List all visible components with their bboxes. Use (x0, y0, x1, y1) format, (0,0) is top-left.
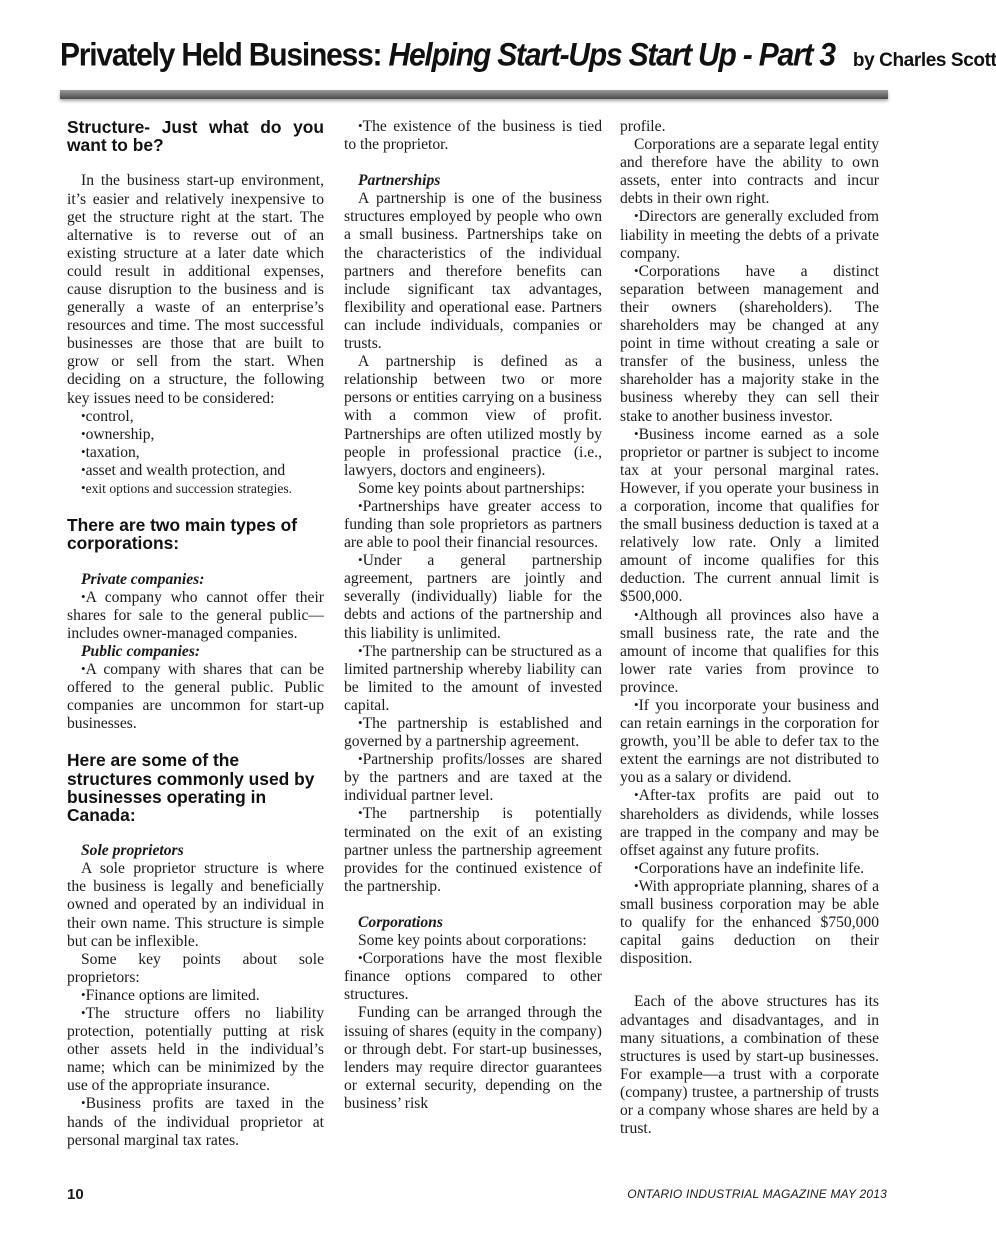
column-1 (67, 118, 324, 1150)
article-title: Privately Held Business: Helping Start-Ups Start Up - Part 3 (60, 37, 835, 73)
bullet-item: •Corporations have an indefinite life. (634, 859, 865, 877)
paragraph: Each of the above structures has its advantages and disadvantages, and in many situations, a combination of these structures is used by start-up businesses. For example—a trust with a corporate (company) trustee, a partnership of trusts or a company whose shares are held by a trust. (620, 993, 879, 1138)
paragraph: Corporations are a separate legal entity and therefore have the ability to own assets, enter into contracts and incur debts in their own right. (620, 136, 879, 208)
page-number: 10 (67, 1186, 84, 1203)
bullet-item: •With appropriate planning, shares of a small business corporation may be able to qualify for the enhanced $750,000 capital gains deduction on their disposition. (620, 877, 879, 968)
bullet-item: •The partnership can be structured as a limited partnership whereby liability can be limited to the amount of invested capital. (344, 642, 602, 714)
bullet-item: •Under a general partnership agreement, partners are jointly and severally (individually) liable for the debts and actions of the partnership and this liability is unlimited. (344, 552, 602, 642)
header-rule (60, 90, 888, 99)
bullet-item: •Partnerships have greater access to funding than sole proprietors as partners are able to pool their financial resources. (344, 497, 602, 552)
bullet-item: •Corporations have the most flexible finance options compared to other structures. (344, 950, 602, 1004)
list-item: •ownership, (81, 425, 155, 443)
paragraph: A sole proprietor structure is where the business is legally and beneficially owned and operated by an individual in their own name. This structure is simple but can be inflexible. (67, 860, 324, 950)
bullet-item: •Business profits are taxed in the hands of the individual proprietor at personal marginal tax rates. (67, 1095, 324, 1149)
bullet-item: •A company who cannot offer their shares for sale to the general public—includes owner-managed companies. (67, 588, 324, 642)
bullet-item: •Although all provinces also have a small business rate, the rate and the amount of income that qualifies for this lower rate varies from province to province. (620, 606, 879, 696)
bullet-item: •Business income earned as a sole proprietor or partner is subject to income tax at your personal marginal rates. However, if you operate your business in a corporation, income that qualifies for the small business deduction is taxed at a relatively low rate. Only a limited amount of income qualifies for this deduction. The current annual limit is $500,000. (620, 425, 879, 606)
column-2 (344, 118, 602, 1113)
paragraph: Some key points about partnerships: (358, 479, 585, 497)
subheading-sole-proprietors: Sole proprietors (81, 842, 184, 860)
bullet-item: •The existence of the business is tied to the proprietor. (344, 118, 602, 154)
paragraph: Funding can be arranged through the issuing of shares (equity in the company) or through debt. For start-up businesses, lenders may require director guarantees or external security, depending on the business’ risk (344, 1004, 602, 1112)
magazine-issue: ONTARIO INDUSTRIAL MAGAZINE MAY 2013 (627, 1187, 887, 1201)
subheading-partnerships: Partnerships (358, 172, 441, 190)
heading-corporation-types: There are two main types of corporations: (67, 515, 298, 554)
list-item: •taxation, (81, 443, 140, 461)
list-item: •control, (81, 407, 134, 425)
bullet-item: •Corporations have a distinct separation between management and their owners (shareholders). The shareholders may be changed at any point in time without creating a sale or transfer of the business, unless the shareholder has a majority stake in the business whereby they can sell their stake to another business investor. (620, 262, 879, 425)
bullet-item: •A company with shares that can be offered to the general public. Public companies are uncommon for start-up businesses. (67, 660, 324, 733)
bullet-item: •The partnership is established and governed by a partnership agreement. (344, 715, 602, 751)
bullet-item: •The structure offers no liability protection, potentially putting at risk other assets held in the individual’s name; which can be minimized by the use of the appropriate insurance. (67, 1005, 324, 1095)
paragraph: A partnership is one of the business structures employed by people who own a small business. Partnerships take on the characteristics of the individual partners and therefore benefits can include significant tax advantages, flexibility and operational ease. Partners can include individuals, companies or trusts. (344, 190, 602, 353)
bullet-item: •The partnership is potentially terminated on the exit of an existing partner unless the partnership agreement provides for the continued existence of the partnership. (344, 805, 602, 895)
list-item: •exit options and succession strategies. (81, 480, 293, 496)
paragraph: A partnership is defined as a relationship between two or more persons or entities carrying on a business with a common view of profit. Partnerships are often utilized mostly by people in professional practice (i.e., lawyers, doctors and engineers). (344, 353, 602, 479)
bullet-item: •Partnership profits/losses are shared by the partners and are taxed at the individual partner level. (344, 751, 602, 805)
paragraph: Some key points about corporations: (358, 932, 587, 950)
subheading-public: Public companies: (81, 642, 201, 660)
subheading-private: Private companies: (81, 570, 205, 588)
paragraph: Some key points about sole proprietors: (67, 950, 324, 986)
bullet-item: •If you incorporate your business and can retain earnings in the corporation for growth, you’ll be able to defer tax to the extent the earnings are not distributed to you as a salary or dividend. (620, 697, 879, 787)
bullet-item: •After-tax profits are paid out to shareholders as dividends, while losses are trapped in the company and may be offset against any future profits. (620, 787, 879, 859)
paragraph: In the business start-up environment, it’s easier and relatively inexpensive to get the structure right at the start. The alternative is to reverse out of an existing structure at a later date which could result in additional expenses, cause disruption to the business and is generally a waste of an enterprise’s resources and time. The most successful businesses are those that are built to grow or sell from the start. When deciding on a structure, the following key issues need to be considered: (67, 172, 324, 407)
heading-common-structures: Here are some of the structures commonly used by businesses operating in Canada: (67, 750, 315, 825)
byline: by Charles Scott (852, 50, 996, 71)
paragraph: profile. (620, 118, 666, 135)
bullet-item: •Directors are generally excluded from liability in meeting the debts of a private company. (620, 208, 879, 262)
bullet-item: •Finance options are limited. (81, 986, 260, 1004)
heading-structure: Structure- Just what do you want to be? (67, 117, 324, 156)
article-header (60, 37, 996, 80)
column-3 (620, 118, 879, 1138)
list-item: •asset and wealth protection, and (81, 461, 286, 479)
subheading-corporations: Corporations (358, 913, 443, 931)
page-footer (67, 1186, 887, 1206)
